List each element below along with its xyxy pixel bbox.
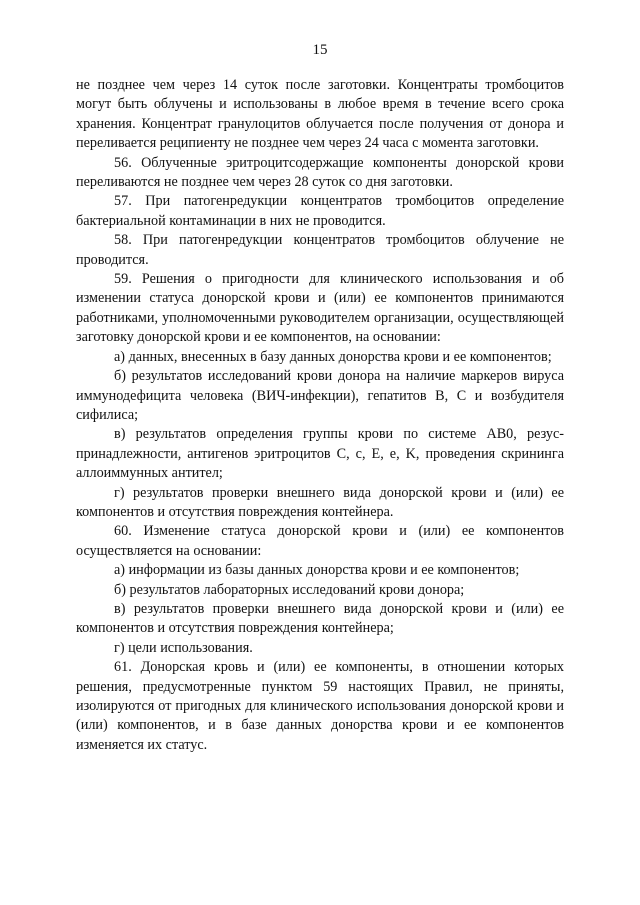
paragraph: 59. Решения о пригодности для клинического использования и об изменении статуса донорской крови и (или) ее компонентов принимаются работниками, уполномоченными руководителем организации, осуществляющей заготовку донорской крови и ее компонентов, на основании:	[76, 271, 564, 346]
paragraph: г) цели использования.	[114, 639, 253, 656]
paragraph: 57. При патогенредукции концентратов тромбоцитов определение бактериальной контаминации в них не проводится.	[76, 193, 564, 229]
page-number: 15	[312, 42, 328, 58]
paragraph: 61. Донорская кровь и (или) ее компоненты, в отношении которых решения, предусмотренные пунктом 59 настоящих Правил, не приняты, изолируются от пригодных для клинического использования донорской крови и (или) компонентов, и в базе данных донорства крови и ее компонентов изменяется их статус.	[76, 659, 564, 753]
paragraph: в) результатов определения группы крови по системе АВ0, резус-принадлежности, антигенов эритроцитов С, с, Е, е, K, проведения скрининга аллоиммунных антител;	[76, 426, 564, 482]
paragraph: а) информации из базы данных донорства крови и ее компонентов;	[114, 562, 520, 579]
paragraph: а) данных, внесенных в базу данных донорства крови и ее компонентов;	[114, 348, 552, 365]
paragraph: 56. Облученные эритроцитсодержащие компоненты донорской крови переливаются не позднее чем через 28 суток со дня заготовки.	[76, 154, 564, 191]
document-body	[76, 76, 564, 755]
paragraph: б) результатов лабораторных исследований крови донора;	[114, 581, 465, 598]
paragraph: в) результатов проверки внешнего вида донорской крови и (или) ее компонентов и отсутствия повреждения контейнера;	[76, 600, 564, 637]
paragraph: 60. Изменение статуса донорской крови и (или) ее компонентов осуществляется на основании:	[76, 523, 564, 559]
paragraph: б) результатов исследований крови донора на наличие маркеров вируса иммунодефицита человека (ВИЧ-инфекции), гепатитов В, С и возбудителя сифилиса;	[76, 368, 564, 423]
paragraph: 58. При патогенредукции концентратов тромбоцитов облучение не проводится.	[76, 232, 564, 268]
paragraph: не позднее чем через 14 суток после заготовки. Концентраты тромбоцитов могут быть облучены и использованы в любое время в течение всего срока хранения. Концентрат гранулоцитов облучается после получения от донора и переливается реципиенту не позднее чем через 24 часа с момента заготовки.	[76, 77, 564, 152]
paragraph: г) результатов проверки внешнего вида донорской крови и (или) ее компонентов и отсутствия повреждения контейнера.	[76, 484, 564, 520]
